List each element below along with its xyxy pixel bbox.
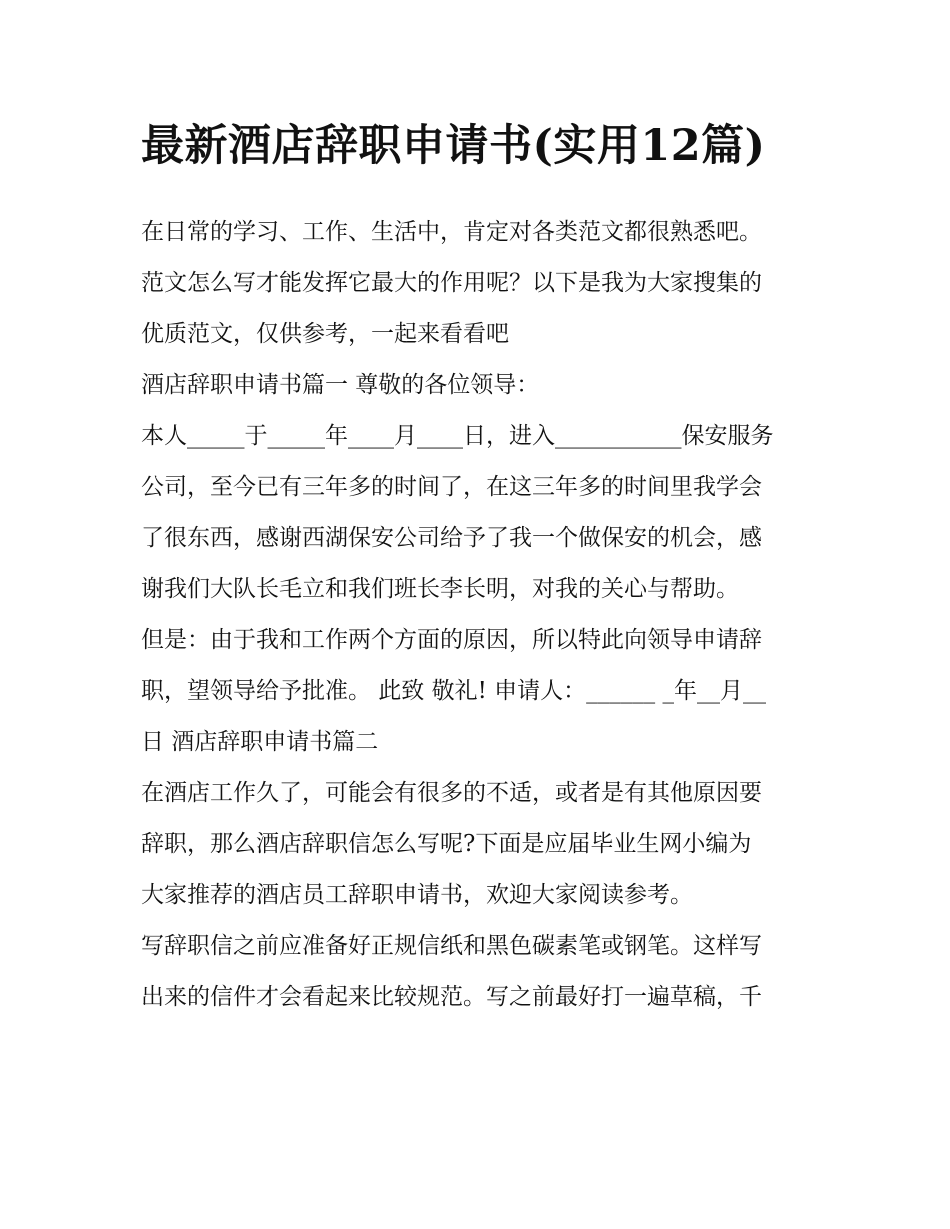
- paragraph-line: 出来的信件才会看起来比较规范。写之前最好打一遍草稿，千: [141, 984, 762, 1010]
- paragraph-line: 谢我们大队长毛立和我们班长李长明，对我的关心与帮助。: [141, 576, 739, 602]
- document-text: [141, 207, 813, 1023]
- paragraph-line: 本人_____于_____年____月____日，进入___________保安服务: [141, 423, 774, 449]
- paragraph-line: 范文怎么写才能发挥它最大的作用呢？以下是我为大家搜集的: [141, 270, 762, 296]
- paragraph-line: 在日常的学习、工作、生活中，肯定对各类范文都很熟悉吧。: [141, 219, 762, 245]
- paragraph-line: 公司，至今已有三年多的时间了，在这三年多的时间里我学会: [141, 474, 762, 500]
- document-body: [141, 108, 813, 1023]
- paragraph-line: 职，望领导给予批准。 此致 敬礼! 申请人：______ _年__月__: [141, 678, 766, 704]
- section-heading-line: 日 酒店辞职申请书篇二: [141, 729, 379, 755]
- paragraph-line: 写辞职信之前应准备好正规信纸和黑色碳素笔或钢笔。这样写: [141, 933, 762, 959]
- paragraph-line: 优质范文，仅供参考，一起来看看吧: [141, 321, 509, 347]
- paragraph-line: 辞职，那么酒店辞职信怎么写呢?下面是应届毕业生网小编为: [141, 831, 752, 857]
- document-title: 最新酒店辞职申请书(实用12篇): [141, 121, 766, 171]
- paragraph-line: 了很东西，感谢西湖保安公司给予了我一个做保安的机会，感: [141, 525, 762, 551]
- paragraph-line: 大家推荐的酒店员工辞职申请书，欢迎大家阅读参考。: [141, 882, 693, 908]
- section-heading-line: 酒店辞职申请书篇一 尊敬的各位领导：: [141, 372, 540, 398]
- paragraph-line: 在酒店工作久了，可能会有很多的不适，或者是有其他原因要: [141, 780, 762, 806]
- paragraph-line: 但是：由于我和工作两个方面的原因，所以特此向领导申请辞: [141, 627, 762, 653]
